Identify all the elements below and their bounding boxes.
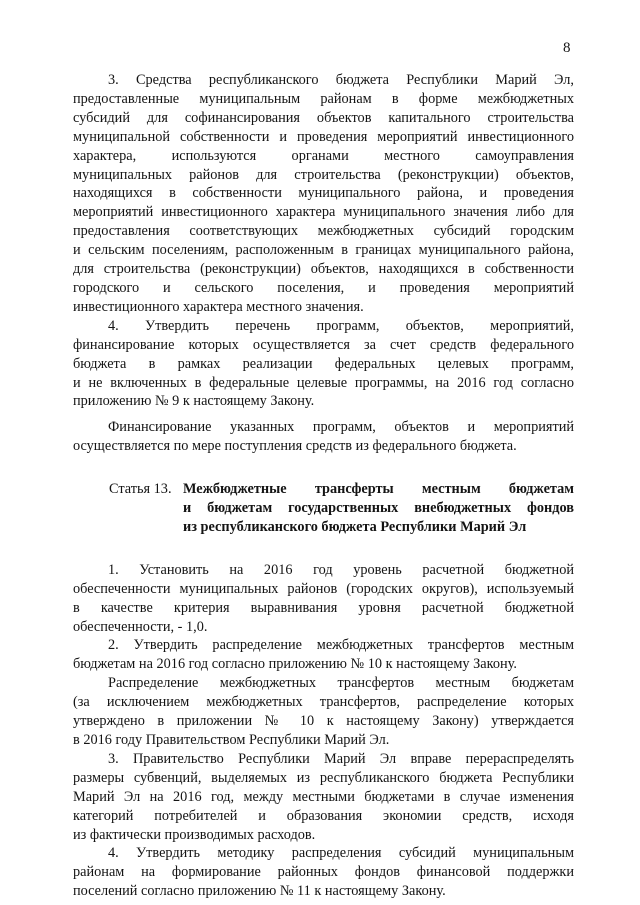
article-title-line: Межбюджетные трансферты местным бюджетам <box>183 481 574 498</box>
text-line: из фактически производимых расходов. <box>73 826 316 843</box>
article-number: Статья 13. <box>109 481 172 498</box>
paragraph-financing <box>73 418 574 456</box>
text-line: поселений согласно приложению № 11 к настоящему Закону. <box>73 883 446 900</box>
text-line: утверждено в приложении № 10 к настоящему Закону) утверждается <box>73 713 574 730</box>
paragraph-3-subvention-redistribution <box>73 750 574 845</box>
text-line: (за исключением межбюджетных трансфертов, распределение которых <box>73 694 574 711</box>
text-line: финансирование которых осуществляется за счет средств федерального <box>73 336 574 353</box>
text-line: размеры субвенций, выделяемых из республиканского бюджета Республики <box>73 769 574 786</box>
text-line: 2. Утвердить распределение межбюджетных трансфертов местным <box>108 637 574 654</box>
text-line: Распределение межбюджетных трансфертов местным бюджетам <box>108 675 574 692</box>
text-line: в 2016 году Правительством Республики Марий Эл. <box>73 732 390 748</box>
text-line: и не включенных в федеральные целевые программы, на 2016 год согласно <box>73 374 574 391</box>
paragraph-distribution-government <box>73 674 574 750</box>
text-line: бюджета в рамках реализации федеральных целевых программ, <box>73 355 574 372</box>
text-line: для строительства (реконструкции) объектов, находящихся в собственности <box>73 261 574 278</box>
text-line: осуществляется по мере поступления средств из федерального бюджета. <box>73 438 517 455</box>
text-line: бюджетам на 2016 год согласно приложению № 10 к настоящему Закону. <box>73 656 517 673</box>
text-line: в качестве критерия выравнивания уровня расчетной бюджетной <box>73 599 574 616</box>
article-heading <box>73 480 574 537</box>
text-line: 1. Установить на 2016 год уровень расчетной бюджетной <box>108 561 574 578</box>
paragraph-2-transfer-distribution <box>73 636 574 674</box>
article-title-line: из республиканского бюджета Республики Марий Эл <box>183 518 527 535</box>
document-body <box>73 71 574 901</box>
text-line: предоставленные муниципальным районам в форме межбюджетных <box>73 90 574 107</box>
text-line: муниципальных районов для строительства (реконструкции) объектов, <box>73 166 574 183</box>
text-line: районам на формирование районных фондов финансовой поддержки <box>73 864 574 881</box>
text-line: инвестиционного характера местного значения. <box>73 298 364 315</box>
paragraph-4-subsidy-methodology <box>73 844 574 901</box>
text-line: городского и сельского поселения, и проведения мероприятий <box>73 279 574 296</box>
text-line: и сельским поселениям, расположенным в границах муниципального района, <box>73 242 574 259</box>
text-line: приложению № 9 к настоящему Закону. <box>73 393 315 410</box>
text-line: находящихся в собственности муниципального района, и проведения <box>73 185 574 202</box>
page-number: 8 <box>563 40 571 56</box>
article-title <box>183 480 574 537</box>
paragraph-3-budget-funds <box>73 71 574 317</box>
text-line: субсидий для софинансирования объектов капитального строительства <box>73 109 574 126</box>
paragraph-4-program-list <box>73 317 574 412</box>
text-line: характера, используются органами местного самоуправления <box>73 147 574 164</box>
text-line: 4. Утвердить перечень программ, объектов, мероприятий, <box>108 317 574 334</box>
text-line: обеспеченности, - 1,0. <box>73 618 208 635</box>
text-line: Финансирование указанных программ, объектов и мероприятий <box>108 419 574 436</box>
text-line: предоставления соответствующих межбюджетных субсидий городским <box>73 223 574 240</box>
text-line: мероприятий инвестиционного характера муниципального значения либо для <box>73 204 574 221</box>
text-line: 3. Правительство Республики Марий Эл вправе перераспределять <box>108 750 574 767</box>
text-line: категорий потребителей и образования экономии средств, исходя <box>73 807 574 824</box>
article-title-line: и бюджетам государственных внебюджетных фондов <box>183 500 574 517</box>
text-line: муниципальной собственности и проведения мероприятий инвестиционного <box>73 128 574 145</box>
paragraph-1-fiscal-capacity <box>73 561 574 637</box>
text-line: 4. Утвердить методику распределения субсидий муниципальным <box>108 845 574 862</box>
text-line: Марий Эл на 2016 год, между местными бюджетами в случае изменения <box>73 788 574 805</box>
text-line: 3. Средства республиканского бюджета Республики Марий Эл, <box>108 72 574 88</box>
text-line: обеспеченности муниципальных районов (городских округов), используемый <box>73 580 574 597</box>
